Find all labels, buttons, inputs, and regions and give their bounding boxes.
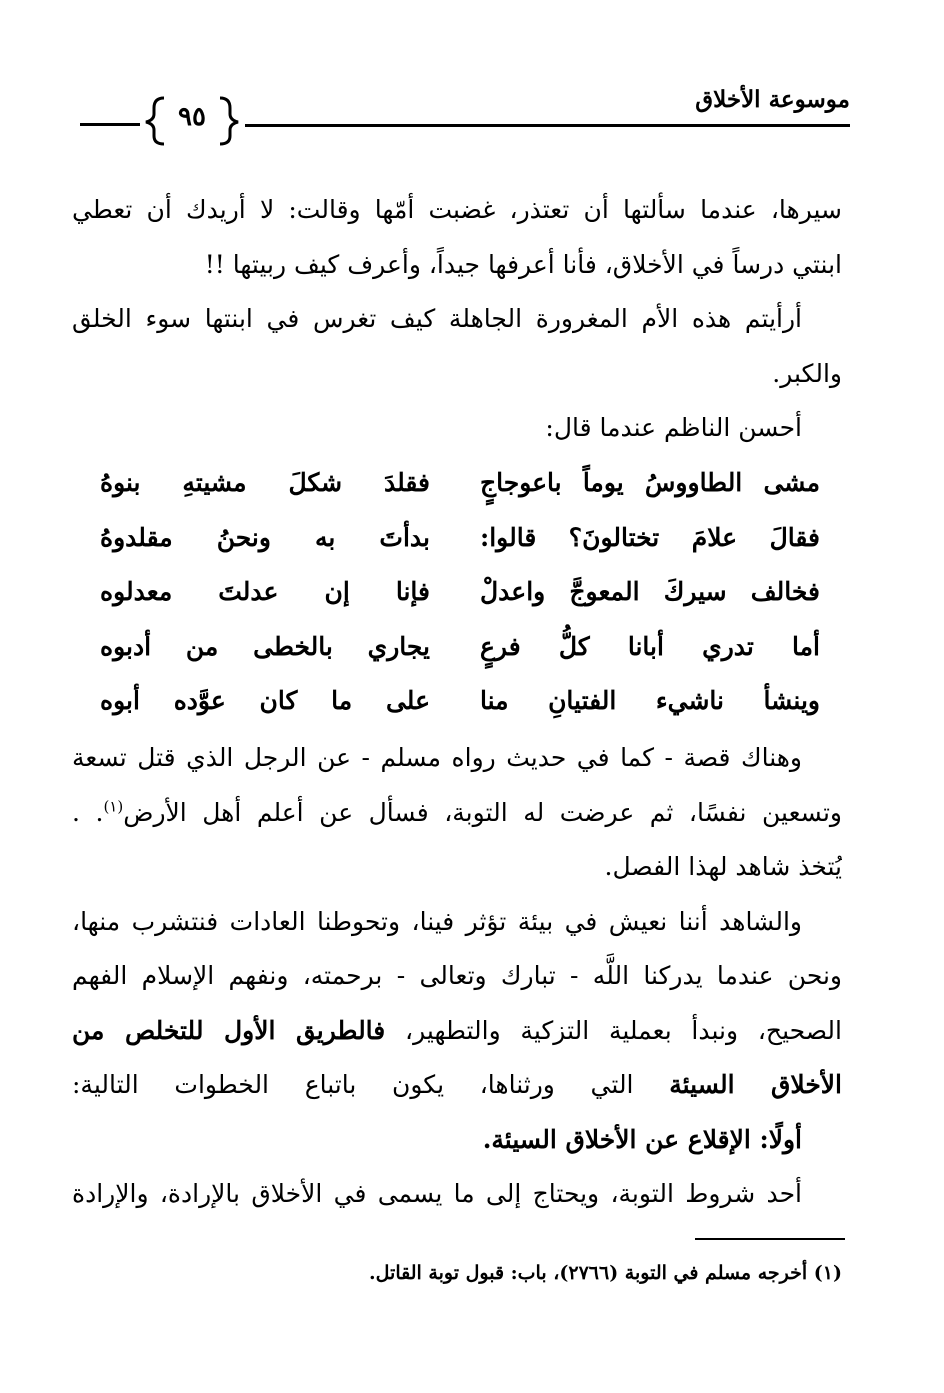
poem-verse (100, 567, 820, 622)
poem-verse (100, 458, 820, 513)
section-heading: أولًا: الإقلاع عن الأخلاق السيئة. (482, 1124, 802, 1154)
text-line: أحد شروط التوبة، ويحتاج إلى ما يسمى في الأخلاق بالإرادة، والإرادة (72, 1179, 802, 1208)
body-text-bottom (72, 731, 842, 1222)
verse-second-hemistich: فإنا إن عدلتَ معدلوه (100, 577, 430, 606)
footnote-marker: (١) (103, 797, 124, 816)
text-line: سيرها، عندما سألتها أن تعتذر، غضبت أمّها وقالت: لا أريدك أن تعطي (72, 195, 842, 224)
poem (100, 458, 820, 731)
text-line: وهناك قصة - كما في حديث رواه مسلم - عن الرجل الذي قتل تسعة (72, 743, 802, 772)
text-line: أحسن الناظم عندما قال: (545, 413, 802, 442)
text-line: والشاهد أننا نعيش في بيئة تؤثر فينا، وتحوطنا العادات فنتشرب منها، (72, 906, 802, 936)
verse-first-hemistich: مشى الطاووسُ يوماً باعوجاجٍ (480, 468, 820, 497)
poem-verse (100, 622, 820, 677)
poem-intro (72, 401, 842, 456)
verse-second-hemistich: يجاري بالخطى من أدبوه (100, 631, 430, 661)
bold-span: الأخلاق السيئة (669, 1070, 842, 1099)
poem-verse (100, 513, 820, 568)
text-line: أرأيتم هذه الأم المغرورة الجاهلة كيف تغرس في ابنتها سوء الخلق (72, 304, 802, 333)
verse-first-hemistich: أما تدري أبانا كلُّ فرعٍ (480, 631, 820, 661)
verse-first-hemistich: وينشأ ناشيء الفتيانِ منا (480, 686, 820, 715)
text-line: ابنتي درساً في الأخلاق، فأنا أعرفها جيداً، وأعرف كيف ربيتها !! (204, 249, 842, 279)
footnote-rule (695, 1238, 845, 1240)
body-text-top (72, 183, 842, 401)
page-number: ٩٥ (178, 102, 206, 132)
text-line: والكبر. (772, 358, 842, 388)
text-line (72, 1004, 842, 1059)
page-header (70, 70, 850, 140)
verse-second-hemistich: بدأتَ به ونحنُ مقلدوهُ (100, 522, 430, 552)
poem-verse (100, 676, 820, 731)
header-rule-short (80, 123, 140, 126)
book-title: موسوعة الأخلاق (695, 86, 850, 113)
text-span: وتسعين نفسًا، ثم عرضت له التوبة، فسأل عن أعلم أهل الأرض (123, 797, 842, 827)
verse-first-hemistich: فخالف سيركَ المعوجَّ واعدلْ (480, 577, 820, 606)
text-line (72, 786, 842, 841)
footnote: (١) أخرجه مسلم في التوبة (٢٧٦٦)، باب: قبول توبة القاتل. (369, 1262, 842, 1284)
text-line: يُتخذ شاهد لهذا الفصل. (604, 852, 842, 881)
text-line: ونحن عندما يدركنا اللَّه - تبارك وتعالى - برحمته، ونفهم الإسلام الفهم (72, 961, 842, 990)
text-span: الصحيح، ونبدأ بعملية التزكية والتطهير، (405, 1015, 842, 1045)
text-line (72, 1058, 842, 1113)
verse-first-hemistich: فقالَ علامَ تختالونَ؟ قالوا: (480, 522, 820, 552)
text-span: . . (72, 797, 104, 827)
text-span: التي ورثناها، يكون باتباع الخطوات التالية: (72, 1070, 634, 1099)
verse-second-hemistich: على ما كان عوَّده أبوه (100, 686, 430, 715)
page-number-frame (142, 94, 242, 146)
bold-span: فالطريق الأول للتخلص من (72, 1015, 386, 1045)
verse-second-hemistich: فقلدَ شكلَ مشيتهِ بنوهُ (100, 468, 430, 497)
header-rule (245, 124, 850, 127)
